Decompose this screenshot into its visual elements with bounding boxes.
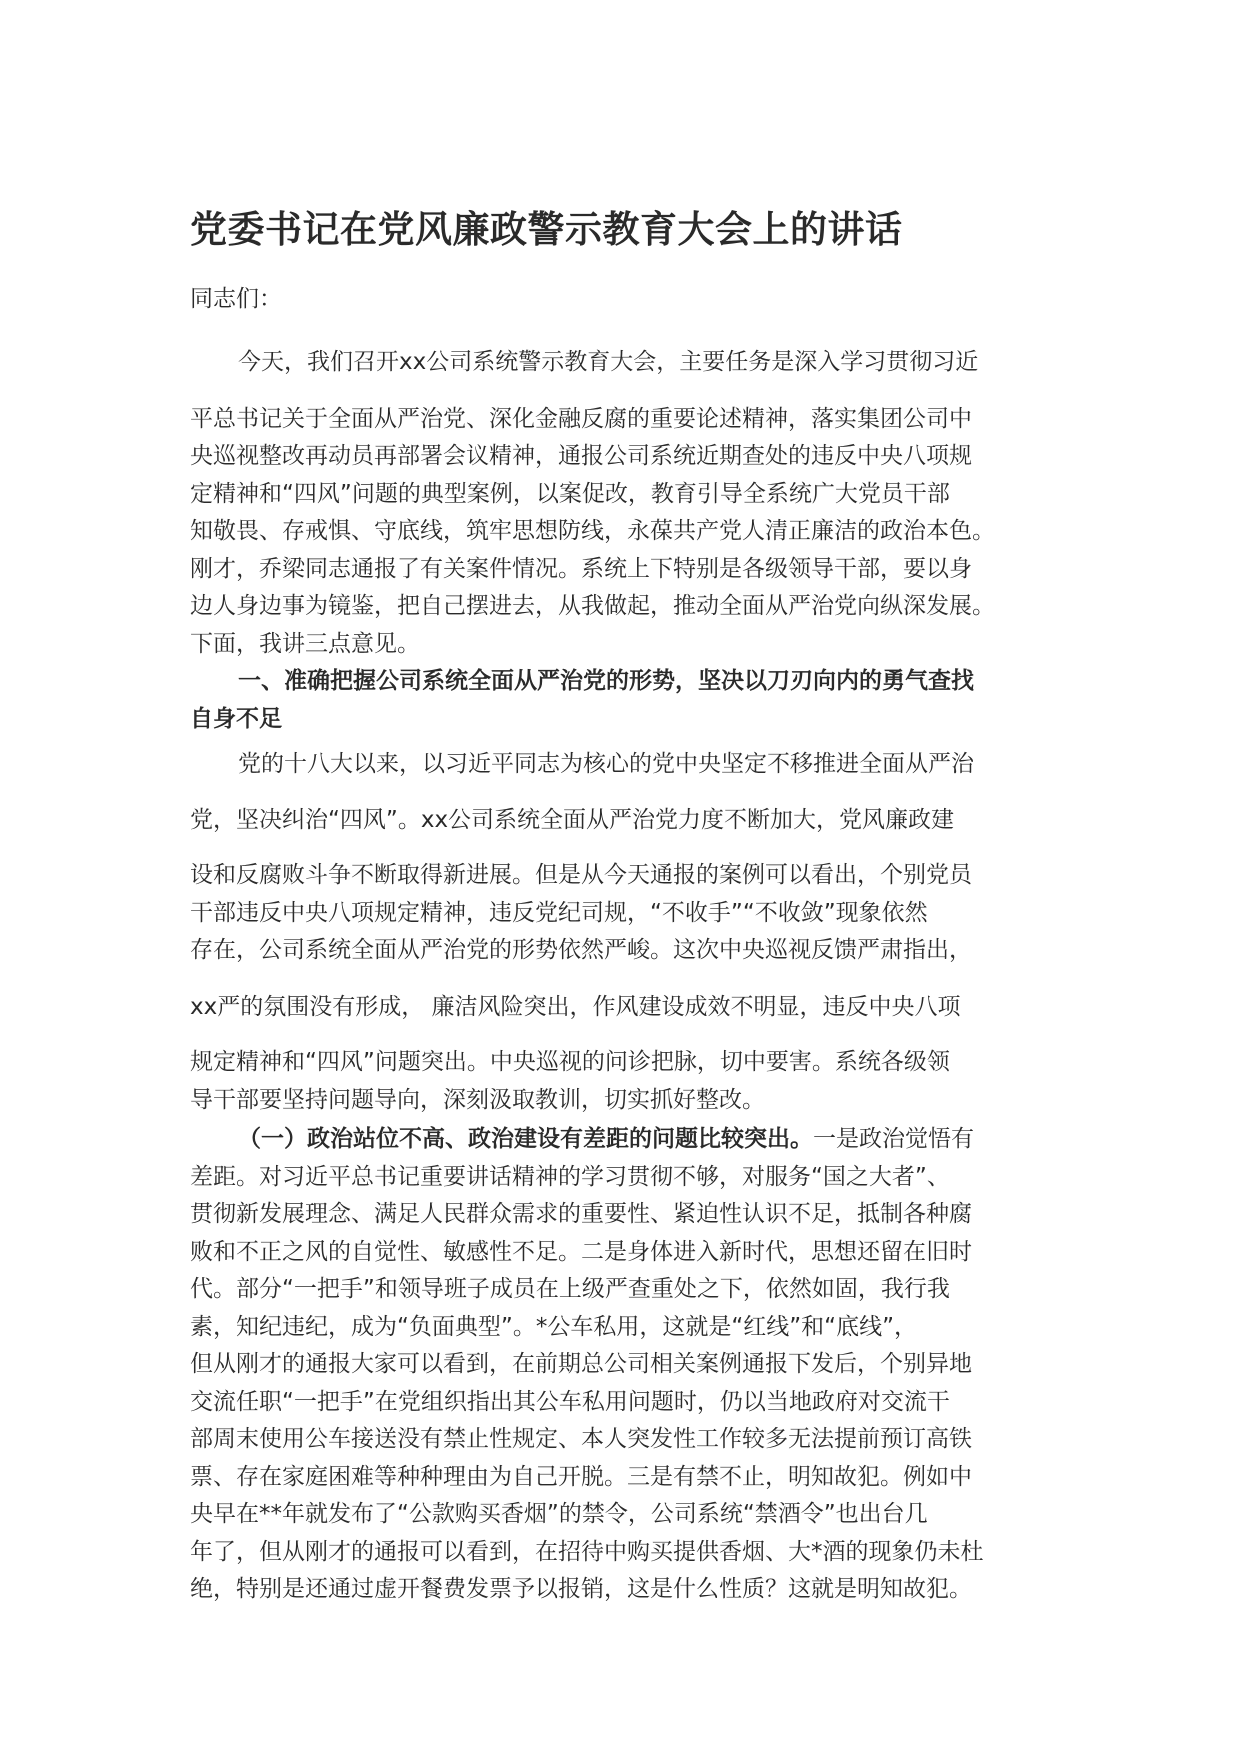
document-page — [190, 205, 1050, 1609]
section1-paragraph — [190, 746, 1050, 1119]
text-line: 今天，我们召开xx公司系统警示教育大会，主要任务是深入学习贯彻习近 — [238, 349, 979, 375]
text-line: 央巡视整改再动员再部署会议精神，通报公司系统近期查处的违反中央八项规 — [190, 443, 972, 469]
text-line: 规定精神和“四风”问题突出。中央巡视的问诊把脉，切中要害。系统各级领 — [190, 1049, 950, 1075]
text-line: 平总书记关于全面从严治党、深化金融反腐的重要论述精神，落实集团公司中 — [190, 405, 972, 432]
text-line: 党，坚决纠治“四风”。xx公司系统全面从严治党力度不断加大，党风廉政建 — [190, 806, 955, 833]
text-line: 贯彻新发展理念、满足人民群众需求的重要性、紧迫性认识不足，抵制各种腐 — [190, 1201, 972, 1227]
intro-paragraph — [190, 344, 1050, 663]
text-line: 存在，公司系统全面从严治党的形势依然严峻。这次中央巡视反馈严肃指出， — [190, 937, 972, 963]
salutation: 同志们： — [190, 286, 282, 312]
text-line: 部周末使用公车接送没有禁止性规定、本人突发性工作较多无法提前预订高铁 — [190, 1426, 972, 1452]
text-line: 败和不正之风的自觉性、敏感性不足。二是身体进入新时代，思想还留在旧时 — [190, 1238, 972, 1265]
section-heading-1 — [190, 663, 1050, 738]
text-line: 交流任职“一把手”在党组织指出其公车私用问题时，仍以当地政府对交流干 — [190, 1388, 950, 1415]
document-title: 党委书记在党风廉政警示教育大会上的讲话 — [190, 208, 903, 251]
text-line: 干部违反中央八项规定精神，违反党纪司规，“不收手”“不收敛”现象依然 — [190, 899, 928, 926]
text-line: 绝，特别是还通过虚开餐费发票予以报销，这是什么性质？这就是明知故犯。 — [190, 1576, 972, 1602]
text-line: 但从刚才的通报大家可以看到，在前期总公司相关案例通报下发后，个别异地 — [190, 1351, 972, 1377]
text-line: 票、存在家庭困难等种种理由为自己开脱。三是有禁不止，明知故犯。例如中 — [190, 1463, 972, 1490]
text-line: 刚才，乔梁同志通报了有关案件情况。系统上下特别是各级领导干部，要以身 — [190, 555, 972, 582]
subsection1-paragraph — [190, 1121, 1050, 1609]
subsection-lead: （一）政治站位不高、政治建设有差距的问题比较突出。 — [238, 1126, 813, 1152]
text-line: 央早在**年就发布了“公款购买香烟”的禁令，公司系统“禁酒令”也出台几 — [190, 1501, 928, 1527]
text-line: 素，知纪违纪，成为“负面典型”。*公车私用，这就是“红线”和“底线”， — [190, 1313, 917, 1340]
text-line: 定精神和“四风”问题的典型案例，以案促改，教育引导全系统广大党员干部 — [190, 480, 950, 507]
text-line: xx严的氛围没有形成， 廉洁风险突出，作风建设成效不明显，违反中央八项 — [190, 993, 961, 1020]
text-line: 代。部分“一把手”和领导班子成员在上级严查重处之下，依然如固，我行我 — [190, 1276, 950, 1302]
text-line: 知敬畏、存戒惧、守底线，筑牢思想防线，永葆共产党人清正廉洁的政治本色。 — [190, 518, 995, 544]
text-line — [190, 1121, 1050, 1159]
text-line: 党的十八大以来，以习近平同志为核心的党中央坚定不移推进全面从严治 — [238, 751, 974, 777]
heading-line: 自身不足 — [190, 705, 282, 732]
text-line: 边人身边事为镜鉴，把自己摆进去，从我做起，推动全面从严治党向纵深发展。 — [190, 593, 995, 619]
text-line: 下面，我讲三点意见。 — [190, 630, 420, 657]
text-line: 年了，但从刚才的通报可以看到，在招待中购买提供香烟、大*酒的现象仍未杜 — [190, 1538, 984, 1565]
text-line: 导干部要坚持问题导向，深刻汲取教训，切实抓好整改。 — [190, 1086, 765, 1113]
text-line: 设和反腐败斗争不断取得新进展。但是从今天通报的案例可以看出，个别党员 — [190, 862, 972, 888]
heading-line: 一、准确把握公司系统全面从严治党的形势，坚决以刀刃向内的勇气查找 — [238, 668, 974, 694]
text-line: 差距。对习近平总书记重要讲话精神的学习贯彻不够，对服务“国之大者”、 — [190, 1163, 950, 1190]
subsection-lead-rest: 一是政治觉悟有 — [813, 1126, 974, 1152]
